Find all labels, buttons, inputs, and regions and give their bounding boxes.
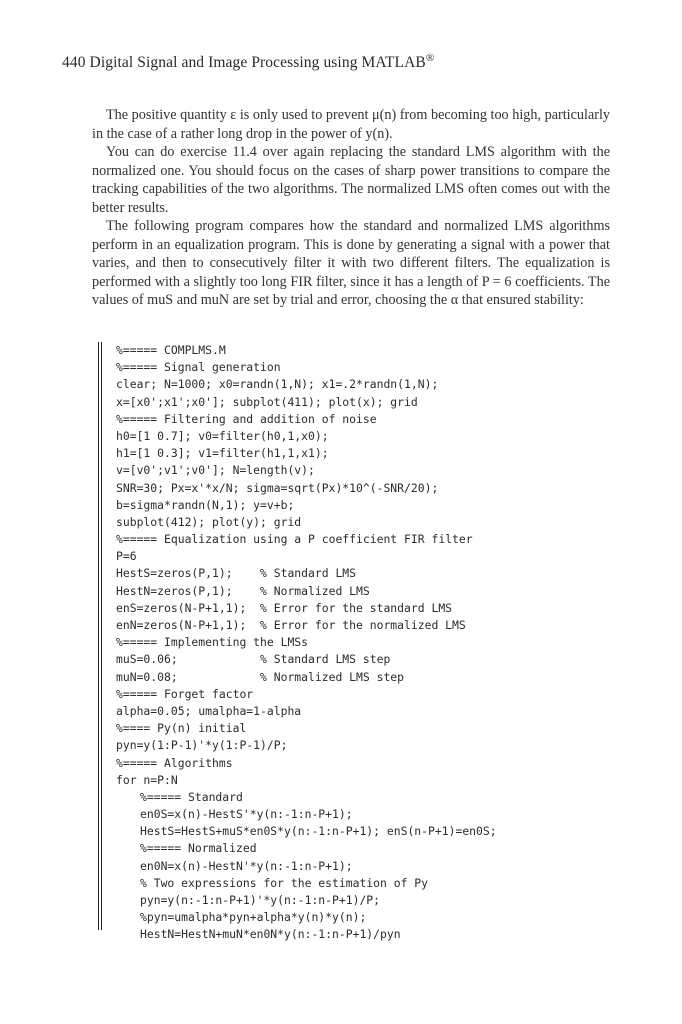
code-line: %===== Algorithms xyxy=(116,755,233,770)
book-title: Digital Signal and Image Processing using MATLAB xyxy=(89,54,426,72)
code-line: HestS=zeros(P,1); % Standard LMS xyxy=(116,566,357,581)
paragraph-exercise: You can do exercise 11.4 over again replacing the standard LMS algorithm with the normalized one. You should focus on the cases of sharp power transitions to compare the tracking capabilities of the two algorithms. The normalized LMS often comes out with the better results. xyxy=(92,144,610,216)
code-line: subplot(412); plot(y); grid xyxy=(116,514,302,529)
code-line: en0S=x(n)-HestS'*y(n:-1:n-P+1); xyxy=(140,807,353,822)
body-text xyxy=(92,106,610,310)
code-line: h1=[1 0.3]; v1=filter(h1,1,x1); xyxy=(116,446,329,461)
code-line: pyn=y(n:-1:n-P+1)'*y(n:-1:n-P+1)/P; xyxy=(140,893,381,907)
code-line: muN=0.08; % Normalized LMS step xyxy=(116,669,405,684)
code-line: SNR=30; Px=x'*x/N; sigma=sqrt(Px)*10^(-SNR/20); xyxy=(116,480,439,495)
paragraph-program-intro: The following program compares how the standard and normalized LMS algorithms perform in an equalization program. This is done by generating a signal with a power that varies, and then to consecutively filter it with two different filters. The equalization is performed with a slightly too long FIR filter, since it has a length of P = 6 coefficients. The values of muS and muN are set by trial and error, choosing the α that ensured stability: xyxy=(92,218,610,308)
code-line: en0N=x(n)-HestN'*y(n:-1:n-P+1); xyxy=(140,858,353,873)
code-line: for n=P:N xyxy=(116,772,178,787)
code-line: pyn=y(1:P-1)'*y(1:P-1)/P; xyxy=(116,738,288,753)
code-line: %==== Py(n) initial xyxy=(116,721,247,736)
code-line: P=6 xyxy=(116,549,137,564)
code-line: HestN=HestN+muN*en0N*y(n:-1:n-P+1)/pyn xyxy=(140,927,401,942)
code-lines xyxy=(116,342,497,944)
code-line: % Two expressions for the estimation of Py xyxy=(140,875,429,890)
code-line: v=[v0';v1';v0']; N=length(v); xyxy=(116,463,315,478)
code-line: %===== COMPLMS.M xyxy=(116,343,226,357)
registered-mark: ® xyxy=(425,52,435,64)
code-line: alpha=0.05; umalpha=1-alpha xyxy=(116,703,302,718)
code-line: x=[x0';x1';x0']; subplot(411); plot(x); grid xyxy=(116,394,418,409)
running-header xyxy=(62,52,434,72)
code-line: %pyn=umalpha*pyn+alpha*y(n)*y(n); xyxy=(140,910,367,925)
code-line: %===== Signal generation xyxy=(116,360,281,375)
code-line: muS=0.06; % Standard LMS step xyxy=(116,652,391,667)
code-listing xyxy=(98,342,582,942)
code-line: clear; N=1000; x0=randn(1,N); x1=.2*randn(1,N); xyxy=(116,377,439,392)
code-line: h0=[1 0.7]; v0=filter(h0,1,x0); xyxy=(116,428,329,443)
code-line: %===== Equalization using a P coefficient FIR filter xyxy=(116,532,473,547)
code-line: %===== Implementing the LMSs xyxy=(116,635,309,650)
paragraph-epsilon: The positive quantity ε is only used to prevent μ(n) from becoming too high, particularly in the case of a rather long drop in the power of y(n). xyxy=(92,107,610,142)
code-line: %===== Forget factor xyxy=(116,686,254,701)
code-line: %===== Normalized xyxy=(140,841,257,856)
code-line: b=sigma*randn(N,1); y=v+b; xyxy=(116,497,295,512)
code-line: enS=zeros(N-P+1,1); % Error for the standard LMS xyxy=(116,600,453,615)
code-line: %===== Filtering and addition of noise xyxy=(116,411,377,426)
code-line: HestN=zeros(P,1); % Normalized LMS xyxy=(116,583,370,598)
code-line: HestS=HestS+muS*en0S*y(n:-1:n-P+1); enS(n-P+1)=en0S; xyxy=(140,824,497,839)
code-line: %===== Standard xyxy=(140,789,243,804)
code-line: enN=zeros(N-P+1,1); % Error for the normalized LMS xyxy=(116,618,466,632)
page-number: 440 xyxy=(62,54,86,72)
